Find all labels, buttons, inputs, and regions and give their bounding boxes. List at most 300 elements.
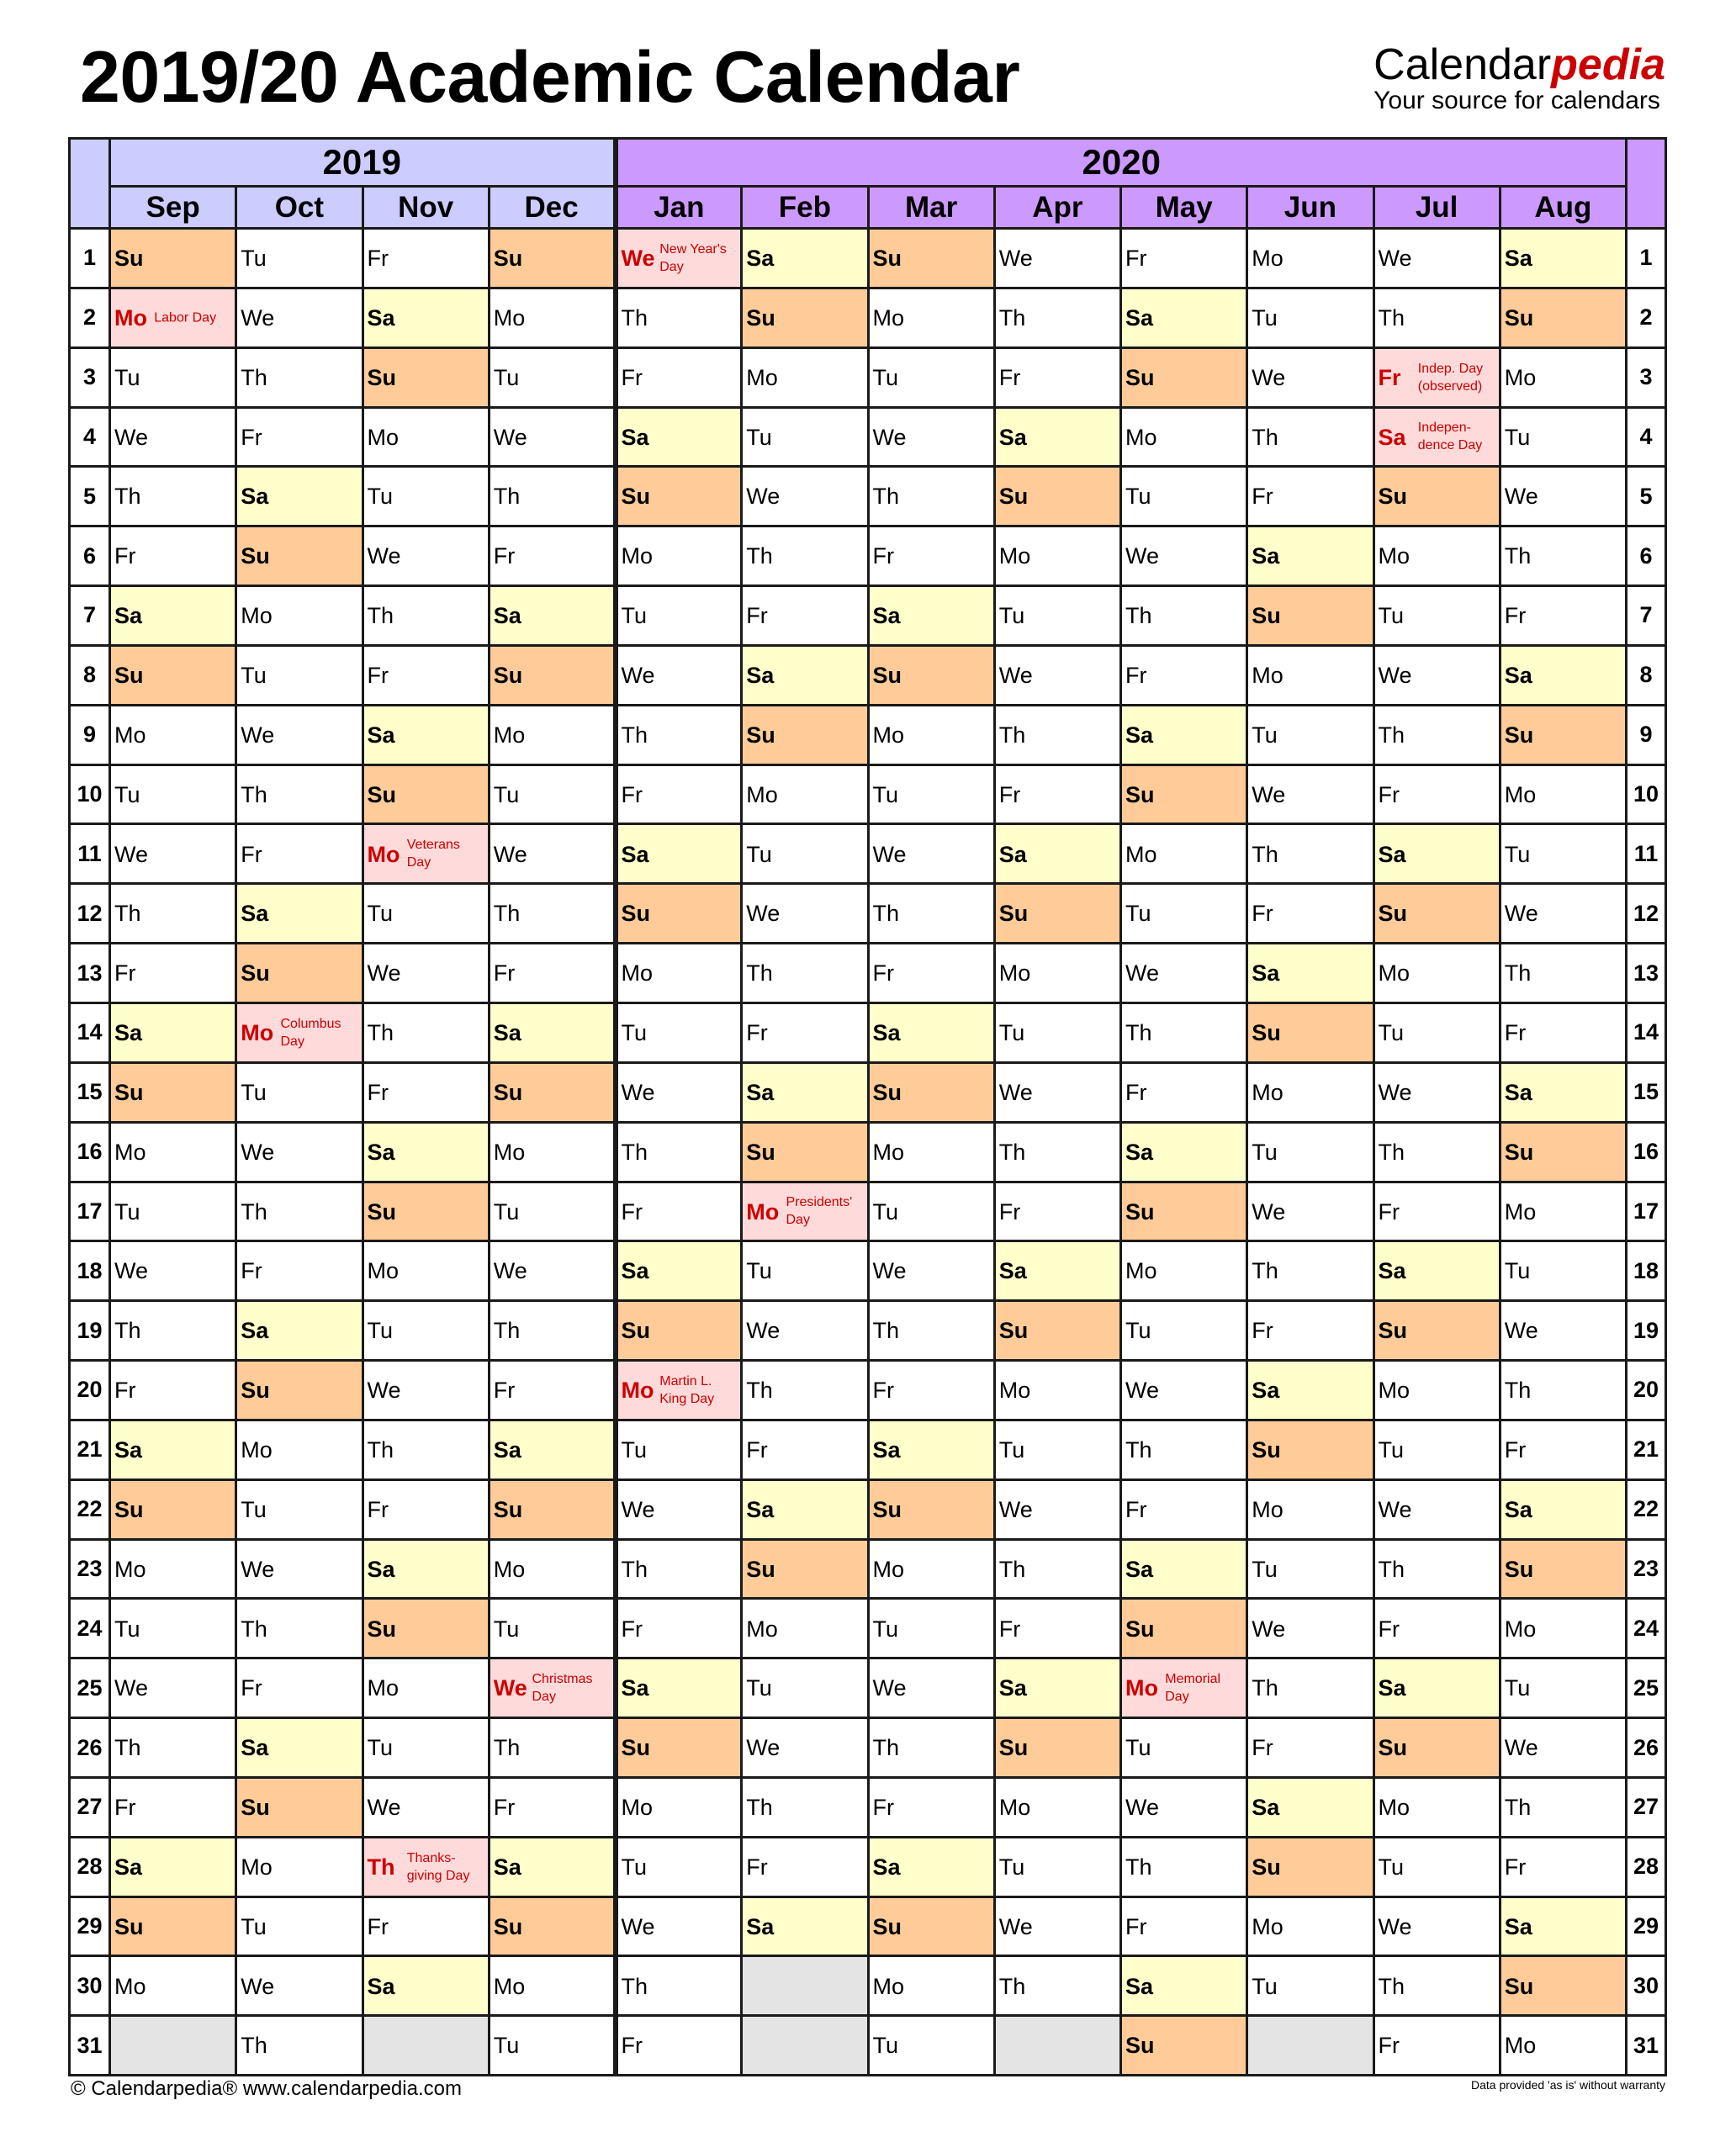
date-cell-may-22[interactable] [1121,1479,1247,1539]
date-cell-feb-16[interactable] [742,1122,868,1182]
date-cell-nov-26[interactable] [363,1718,489,1778]
date-cell-nov-8[interactable] [363,645,489,705]
date-cell-jun-25[interactable] [1247,1658,1373,1718]
date-cell-nov-13[interactable] [363,944,489,1003]
date-cell-apr-16[interactable] [994,1122,1120,1182]
date-cell-nov-5[interactable] [363,467,489,526]
date-cell-apr-2[interactable] [994,288,1120,347]
date-cell-jan-30[interactable] [616,1956,742,2016]
date-cell-jul-14[interactable] [1373,1002,1500,1062]
date-cell-aug-11[interactable] [1500,824,1626,884]
date-cell-mar-31[interactable] [868,2016,994,2076]
date-cell-may-3[interactable] [1121,347,1247,407]
date-cell-sep-3[interactable] [110,347,236,407]
date-cell-mar-12[interactable] [868,884,994,944]
date-cell-jan-10[interactable] [616,764,742,824]
date-cell-mar-24[interactable] [868,1599,994,1658]
date-cell-nov-20[interactable] [363,1361,489,1420]
date-cell-oct-12[interactable] [236,884,363,944]
date-cell-nov-15[interactable] [363,1062,489,1122]
date-cell-mar-14[interactable] [868,1002,994,1062]
date-cell-sep-4[interactable] [110,407,236,467]
date-cell-jan-16[interactable] [616,1122,742,1182]
date-cell-jan-31[interactable] [616,2016,742,2076]
date-cell-jan-28[interactable] [616,1837,742,1896]
date-cell-apr-6[interactable] [994,526,1120,586]
date-cell-jul-29[interactable] [1373,1896,1500,1956]
date-cell-apr-25[interactable] [994,1658,1120,1718]
date-cell-jan-24[interactable] [616,1599,742,1658]
date-cell-dec-18[interactable] [489,1241,615,1301]
date-cell-sep-29[interactable] [110,1896,236,1956]
date-cell-nov-29[interactable] [363,1896,489,1956]
date-cell-nov-17[interactable] [363,1182,489,1241]
date-cell-feb-20[interactable] [742,1361,868,1420]
date-cell-dec-14[interactable] [489,1002,615,1062]
date-cell-jul-12[interactable] [1373,884,1500,944]
date-cell-may-11[interactable] [1121,824,1247,884]
date-cell-jul-13[interactable] [1373,944,1500,1003]
date-cell-apr-18[interactable] [994,1241,1120,1301]
date-cell-dec-5[interactable] [489,467,615,526]
date-cell-may-20[interactable] [1121,1361,1247,1420]
date-cell-oct-3[interactable] [236,347,363,407]
date-cell-dec-26[interactable] [489,1718,615,1778]
date-cell-may-21[interactable] [1121,1420,1247,1479]
date-cell-nov-23[interactable] [363,1539,489,1599]
calendarpedia-logo[interactable] [1373,42,1665,114]
date-cell-jun-2[interactable] [1247,288,1373,347]
date-cell-mar-26[interactable] [868,1718,994,1778]
date-cell-sep-12[interactable] [110,884,236,944]
date-cell-jul-28[interactable] [1373,1837,1500,1896]
date-cell-nov-30[interactable] [363,1956,489,2016]
date-cell-nov-21[interactable] [363,1420,489,1479]
date-cell-aug-16[interactable] [1500,1122,1626,1182]
date-cell-feb-6[interactable] [742,526,868,586]
date-cell-apr-22[interactable] [994,1479,1120,1539]
date-cell-jan-8[interactable] [616,645,742,705]
date-cell-jun-22[interactable] [1247,1479,1373,1539]
date-cell-nov-11[interactable] [363,824,489,884]
date-cell-dec-11[interactable] [489,824,615,884]
date-cell-dec-6[interactable] [489,526,615,586]
date-cell-jul-4[interactable] [1373,407,1500,467]
date-cell-may-8[interactable] [1121,645,1247,705]
date-cell-feb-26[interactable] [742,1718,868,1778]
date-cell-oct-29[interactable] [236,1896,363,1956]
date-cell-may-26[interactable] [1121,1718,1247,1778]
date-cell-jun-9[interactable] [1247,705,1373,764]
date-cell-mar-2[interactable] [868,288,994,347]
date-cell-mar-9[interactable] [868,705,994,764]
date-cell-jan-3[interactable] [616,347,742,407]
date-cell-may-2[interactable] [1121,288,1247,347]
date-cell-sep-23[interactable] [110,1539,236,1599]
date-cell-dec-19[interactable] [489,1301,615,1361]
date-cell-may-23[interactable] [1121,1539,1247,1599]
date-cell-dec-16[interactable] [489,1122,615,1182]
date-cell-oct-5[interactable] [236,467,363,526]
date-cell-sep-30[interactable] [110,1956,236,2016]
date-cell-jul-11[interactable] [1373,824,1500,884]
date-cell-jun-3[interactable] [1247,347,1373,407]
date-cell-jan-20[interactable] [616,1361,742,1420]
date-cell-mar-11[interactable] [868,824,994,884]
date-cell-may-1[interactable] [1121,229,1247,288]
date-cell-jul-30[interactable] [1373,1956,1500,2016]
date-cell-jun-18[interactable] [1247,1241,1373,1301]
date-cell-jan-14[interactable] [616,1002,742,1062]
date-cell-nov-10[interactable] [363,764,489,824]
date-cell-dec-23[interactable] [489,1539,615,1599]
date-cell-aug-22[interactable] [1500,1479,1626,1539]
date-cell-mar-15[interactable] [868,1062,994,1122]
date-cell-mar-29[interactable] [868,1896,994,1956]
date-cell-may-28[interactable] [1121,1837,1247,1896]
date-cell-mar-23[interactable] [868,1539,994,1599]
date-cell-feb-14[interactable] [742,1002,868,1062]
date-cell-dec-28[interactable] [489,1837,615,1896]
date-cell-jan-21[interactable] [616,1420,742,1479]
date-cell-sep-22[interactable] [110,1479,236,1539]
date-cell-sep-7[interactable] [110,586,236,646]
date-cell-jun-15[interactable] [1247,1062,1373,1122]
date-cell-feb-10[interactable] [742,764,868,824]
date-cell-dec-4[interactable] [489,407,615,467]
date-cell-feb-11[interactable] [742,824,868,884]
date-cell-apr-26[interactable] [994,1718,1120,1778]
date-cell-oct-4[interactable] [236,407,363,467]
date-cell-apr-9[interactable] [994,705,1120,764]
date-cell-oct-27[interactable] [236,1777,363,1837]
date-cell-jan-18[interactable] [616,1241,742,1301]
date-cell-sep-5[interactable] [110,467,236,526]
date-cell-jun-20[interactable] [1247,1361,1373,1420]
date-cell-nov-2[interactable] [363,288,489,347]
date-cell-jun-12[interactable] [1247,884,1373,944]
date-cell-jun-14[interactable] [1247,1002,1373,1062]
date-cell-dec-10[interactable] [489,764,615,824]
date-cell-jul-3[interactable] [1373,347,1500,407]
date-cell-sep-10[interactable] [110,764,236,824]
date-cell-may-17[interactable] [1121,1182,1247,1241]
date-cell-jul-7[interactable] [1373,586,1500,646]
date-cell-mar-4[interactable] [868,407,994,467]
date-cell-aug-26[interactable] [1500,1718,1626,1778]
date-cell-jul-19[interactable] [1373,1301,1500,1361]
date-cell-jul-1[interactable] [1373,229,1500,288]
date-cell-jan-19[interactable] [616,1301,742,1361]
date-cell-mar-1[interactable] [868,229,994,288]
date-cell-feb-5[interactable] [742,467,868,526]
date-cell-aug-1[interactable] [1500,229,1626,288]
date-cell-feb-23[interactable] [742,1539,868,1599]
date-cell-mar-30[interactable] [868,1956,994,2016]
date-cell-jan-1[interactable] [616,229,742,288]
date-cell-oct-17[interactable] [236,1182,363,1241]
date-cell-sep-14[interactable] [110,1002,236,1062]
date-cell-apr-11[interactable] [994,824,1120,884]
date-cell-sep-20[interactable] [110,1361,236,1420]
date-cell-oct-31[interactable] [236,2016,363,2076]
date-cell-apr-29[interactable] [994,1896,1120,1956]
date-cell-jul-27[interactable] [1373,1777,1500,1837]
date-cell-jun-8[interactable] [1247,645,1373,705]
date-cell-jun-4[interactable] [1247,407,1373,467]
date-cell-oct-15[interactable] [236,1062,363,1122]
date-cell-jan-29[interactable] [616,1896,742,1956]
date-cell-dec-31[interactable] [489,2016,615,2076]
date-cell-jun-13[interactable] [1247,944,1373,1003]
date-cell-may-14[interactable] [1121,1002,1247,1062]
date-cell-aug-20[interactable] [1500,1361,1626,1420]
date-cell-aug-9[interactable] [1500,705,1626,764]
date-cell-jan-22[interactable] [616,1479,742,1539]
date-cell-nov-14[interactable] [363,1002,489,1062]
date-cell-oct-18[interactable] [236,1241,363,1301]
date-cell-nov-28[interactable] [363,1837,489,1896]
date-cell-mar-21[interactable] [868,1420,994,1479]
date-cell-jul-16[interactable] [1373,1122,1500,1182]
date-cell-sep-2[interactable] [110,288,236,347]
date-cell-may-15[interactable] [1121,1062,1247,1122]
date-cell-may-30[interactable] [1121,1956,1247,2016]
date-cell-jun-17[interactable] [1247,1182,1373,1241]
date-cell-feb-9[interactable] [742,705,868,764]
date-cell-dec-27[interactable] [489,1777,615,1837]
date-cell-jul-26[interactable] [1373,1718,1500,1778]
date-cell-oct-22[interactable] [236,1479,363,1539]
date-cell-sep-9[interactable] [110,705,236,764]
date-cell-jul-2[interactable] [1373,288,1500,347]
date-cell-may-31[interactable] [1121,2016,1247,2076]
date-cell-sep-25[interactable] [110,1658,236,1718]
date-cell-mar-27[interactable] [868,1777,994,1837]
date-cell-oct-7[interactable] [236,586,363,646]
date-cell-jun-16[interactable] [1247,1122,1373,1182]
date-cell-jun-10[interactable] [1247,764,1373,824]
date-cell-jul-5[interactable] [1373,467,1500,526]
date-cell-feb-8[interactable] [742,645,868,705]
date-cell-sep-13[interactable] [110,944,236,1003]
date-cell-oct-1[interactable] [236,229,363,288]
date-cell-dec-21[interactable] [489,1420,615,1479]
date-cell-feb-17[interactable] [742,1182,868,1241]
date-cell-aug-7[interactable] [1500,586,1626,646]
date-cell-feb-13[interactable] [742,944,868,1003]
date-cell-dec-15[interactable] [489,1062,615,1122]
date-cell-may-25[interactable] [1121,1658,1247,1718]
date-cell-apr-12[interactable] [994,884,1120,944]
date-cell-oct-10[interactable] [236,764,363,824]
date-cell-jul-18[interactable] [1373,1241,1500,1301]
date-cell-apr-5[interactable] [994,467,1120,526]
date-cell-oct-20[interactable] [236,1361,363,1420]
date-cell-jun-7[interactable] [1247,586,1373,646]
date-cell-apr-15[interactable] [994,1062,1120,1122]
date-cell-jul-15[interactable] [1373,1062,1500,1122]
date-cell-may-4[interactable] [1121,407,1247,467]
date-cell-feb-29[interactable] [742,1896,868,1956]
date-cell-jul-9[interactable] [1373,705,1500,764]
date-cell-jul-23[interactable] [1373,1539,1500,1599]
date-cell-oct-23[interactable] [236,1539,363,1599]
date-cell-dec-30[interactable] [489,1956,615,2016]
date-cell-may-10[interactable] [1121,764,1247,824]
date-cell-jan-25[interactable] [616,1658,742,1718]
date-cell-may-24[interactable] [1121,1599,1247,1658]
date-cell-aug-6[interactable] [1500,526,1626,586]
date-cell-apr-1[interactable] [994,229,1120,288]
date-cell-sep-17[interactable] [110,1182,236,1241]
date-cell-apr-13[interactable] [994,944,1120,1003]
date-cell-may-18[interactable] [1121,1241,1247,1301]
date-cell-dec-13[interactable] [489,944,615,1003]
date-cell-mar-17[interactable] [868,1182,994,1241]
date-cell-aug-19[interactable] [1500,1301,1626,1361]
date-cell-apr-21[interactable] [994,1420,1120,1479]
date-cell-apr-30[interactable] [994,1956,1120,2016]
date-cell-feb-1[interactable] [742,229,868,288]
date-cell-may-12[interactable] [1121,884,1247,944]
date-cell-jan-9[interactable] [616,705,742,764]
date-cell-aug-28[interactable] [1500,1837,1626,1896]
date-cell-dec-20[interactable] [489,1361,615,1420]
date-cell-oct-13[interactable] [236,944,363,1003]
date-cell-oct-26[interactable] [236,1718,363,1778]
date-cell-mar-3[interactable] [868,347,994,407]
date-cell-oct-30[interactable] [236,1956,363,2016]
date-cell-jun-23[interactable] [1247,1539,1373,1599]
date-cell-apr-14[interactable] [994,1002,1120,1062]
date-cell-jul-17[interactable] [1373,1182,1500,1241]
date-cell-aug-24[interactable] [1500,1599,1626,1658]
date-cell-jun-24[interactable] [1247,1599,1373,1658]
date-cell-nov-1[interactable] [363,229,489,288]
date-cell-aug-4[interactable] [1500,407,1626,467]
date-cell-aug-14[interactable] [1500,1002,1626,1062]
date-cell-nov-25[interactable] [363,1658,489,1718]
date-cell-may-13[interactable] [1121,944,1247,1003]
date-cell-mar-6[interactable] [868,526,994,586]
date-cell-may-16[interactable] [1121,1122,1247,1182]
date-cell-jan-12[interactable] [616,884,742,944]
date-cell-mar-25[interactable] [868,1658,994,1718]
date-cell-sep-6[interactable] [110,526,236,586]
date-cell-sep-19[interactable] [110,1301,236,1361]
date-cell-aug-13[interactable] [1500,944,1626,1003]
date-cell-apr-20[interactable] [994,1361,1120,1420]
date-cell-nov-19[interactable] [363,1301,489,1361]
date-cell-aug-23[interactable] [1500,1539,1626,1599]
date-cell-jun-11[interactable] [1247,824,1373,884]
date-cell-aug-29[interactable] [1500,1896,1626,1956]
date-cell-feb-4[interactable] [742,407,868,467]
date-cell-nov-24[interactable] [363,1599,489,1658]
date-cell-may-27[interactable] [1121,1777,1247,1837]
date-cell-jun-19[interactable] [1247,1301,1373,1361]
date-cell-dec-8[interactable] [489,645,615,705]
date-cell-apr-4[interactable] [994,407,1120,467]
date-cell-oct-6[interactable] [236,526,363,586]
date-cell-feb-12[interactable] [742,884,868,944]
date-cell-apr-7[interactable] [994,586,1120,646]
date-cell-sep-21[interactable] [110,1420,236,1479]
date-cell-feb-27[interactable] [742,1777,868,1837]
date-cell-jan-26[interactable] [616,1718,742,1778]
date-cell-feb-3[interactable] [742,347,868,407]
date-cell-may-6[interactable] [1121,526,1247,586]
date-cell-nov-27[interactable] [363,1777,489,1837]
date-cell-dec-22[interactable] [489,1479,615,1539]
date-cell-jun-29[interactable] [1247,1896,1373,1956]
date-cell-jun-5[interactable] [1247,467,1373,526]
date-cell-jan-4[interactable] [616,407,742,467]
date-cell-oct-9[interactable] [236,705,363,764]
date-cell-sep-8[interactable] [110,645,236,705]
date-cell-feb-22[interactable] [742,1479,868,1539]
date-cell-aug-8[interactable] [1500,645,1626,705]
date-cell-jan-2[interactable] [616,288,742,347]
date-cell-jul-25[interactable] [1373,1658,1500,1718]
date-cell-aug-5[interactable] [1500,467,1626,526]
date-cell-sep-27[interactable] [110,1777,236,1837]
date-cell-oct-2[interactable] [236,288,363,347]
date-cell-sep-26[interactable] [110,1718,236,1778]
date-cell-jul-8[interactable] [1373,645,1500,705]
date-cell-dec-24[interactable] [489,1599,615,1658]
date-cell-aug-2[interactable] [1500,288,1626,347]
date-cell-apr-17[interactable] [994,1182,1120,1241]
date-cell-feb-7[interactable] [742,586,868,646]
date-cell-oct-14[interactable] [236,1002,363,1062]
date-cell-oct-25[interactable] [236,1658,363,1718]
date-cell-jul-24[interactable] [1373,1599,1500,1658]
date-cell-mar-7[interactable] [868,586,994,646]
date-cell-jan-23[interactable] [616,1539,742,1599]
date-cell-jun-21[interactable] [1247,1420,1373,1479]
date-cell-feb-28[interactable] [742,1837,868,1896]
date-cell-jan-7[interactable] [616,586,742,646]
date-cell-nov-12[interactable] [363,884,489,944]
date-cell-mar-5[interactable] [868,467,994,526]
date-cell-feb-24[interactable] [742,1599,868,1658]
date-cell-mar-13[interactable] [868,944,994,1003]
date-cell-jul-10[interactable] [1373,764,1500,824]
date-cell-apr-27[interactable] [994,1777,1120,1837]
date-cell-apr-23[interactable] [994,1539,1120,1599]
date-cell-mar-8[interactable] [868,645,994,705]
date-cell-jan-13[interactable] [616,944,742,1003]
date-cell-apr-8[interactable] [994,645,1120,705]
date-cell-jul-21[interactable] [1373,1420,1500,1479]
date-cell-aug-15[interactable] [1500,1062,1626,1122]
date-cell-jul-31[interactable] [1373,2016,1500,2076]
date-cell-jul-20[interactable] [1373,1361,1500,1420]
date-cell-nov-7[interactable] [363,586,489,646]
date-cell-sep-24[interactable] [110,1599,236,1658]
date-cell-may-29[interactable] [1121,1896,1247,1956]
date-cell-dec-3[interactable] [489,347,615,407]
date-cell-aug-31[interactable] [1500,2016,1626,2076]
date-cell-dec-29[interactable] [489,1896,615,1956]
date-cell-nov-3[interactable] [363,347,489,407]
date-cell-jan-17[interactable] [616,1182,742,1241]
date-cell-sep-28[interactable] [110,1837,236,1896]
date-cell-jun-27[interactable] [1247,1777,1373,1837]
date-cell-aug-30[interactable] [1500,1956,1626,2016]
